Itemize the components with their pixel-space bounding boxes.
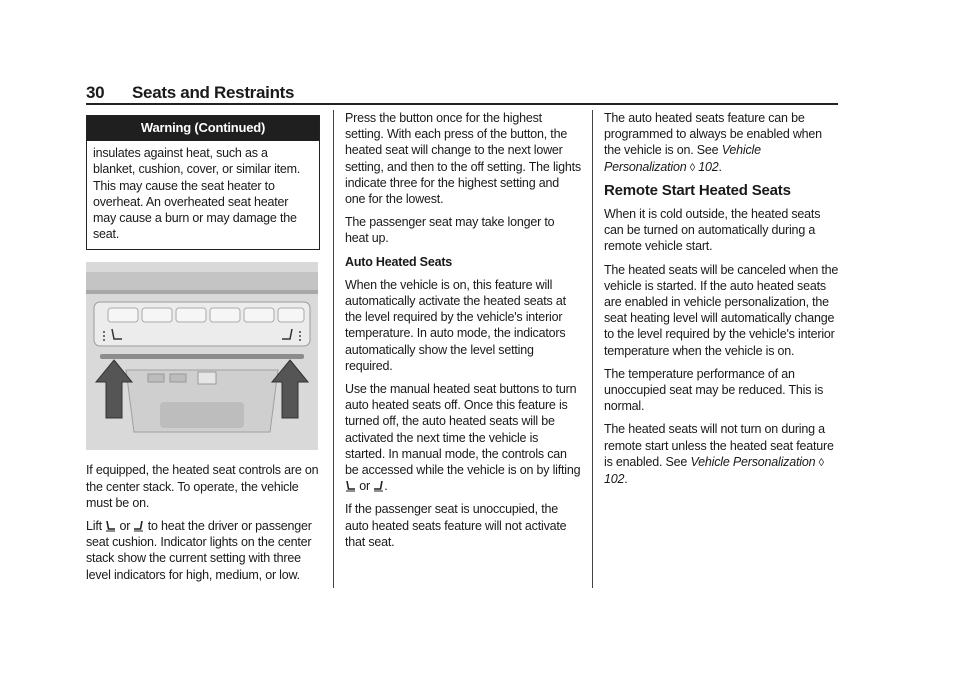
text-span: . <box>624 472 628 487</box>
text-span: or <box>359 479 370 494</box>
column-divider <box>592 110 593 588</box>
cross-reference-link[interactable]: Vehicle Personalization <box>690 454 816 469</box>
section-title: Seats and Restraints <box>132 83 295 102</box>
driver-heated-seat-icon <box>345 480 356 492</box>
text-span: Lift <box>86 519 102 534</box>
text-span: The heated seats will not turn on during a remote start unless the heated seat feature is enabled. See <box>604 422 834 469</box>
text-span: The auto heated seats feature can be programmed to always be enabled when the vehicle is on. See <box>604 111 822 158</box>
subheading-auto-heated-seats: Auto Heated Seats <box>345 254 453 269</box>
driver-heated-seat-icon <box>105 520 116 532</box>
paragraph: When the vehicle is on, this feature will automatically activate the heated seats at the level required by the vehicle's interior temperature. In auto mode, the indicators automatically show the level setting required. <box>345 277 566 373</box>
heated-seat-controls-illustration <box>86 262 318 450</box>
column-divider <box>333 110 334 588</box>
text-span: . <box>718 159 722 174</box>
heated-seat-controls-figure <box>86 262 318 450</box>
page-reference[interactable]: 102 <box>604 472 625 487</box>
page-reference[interactable]: 102 <box>698 159 719 174</box>
text-span: or <box>119 519 131 534</box>
paragraph: The passenger seat may take longer to heat up. <box>345 215 555 246</box>
page-reference-symbol: ◊ <box>818 456 824 469</box>
column-3 <box>604 110 840 494</box>
paragraph: When it is cold outside, the heated seats can be turned on automatically during a remote vehicle start. <box>604 207 821 254</box>
paragraph <box>604 110 840 176</box>
column-1 <box>86 115 322 590</box>
text-span: to heat the driver or passenger seat cushion. Indicator lights on the center stack show the current setting with three level indicators for high, medium, or low. <box>86 519 312 582</box>
paragraph <box>604 421 840 487</box>
page-header <box>86 83 838 105</box>
warning-box <box>86 115 320 250</box>
cross-reference-link[interactable]: Vehicle Personalization <box>604 143 761 174</box>
passenger-heated-seat-icon <box>133 520 144 532</box>
paragraph <box>345 381 581 494</box>
text-span: . <box>384 479 388 494</box>
paragraph: The temperature performance of an unoccupied seat may be reduced. This is normal. <box>604 366 824 414</box>
paragraph: If the passenger seat is unoccupied, the auto heated seats feature will not activate that seat. <box>345 502 567 549</box>
page-reference-symbol: ◊ <box>689 161 695 174</box>
header-rule <box>86 103 838 105</box>
paragraph: If equipped, the heated seat controls are on the center stack. To operate, the vehicle must be on. <box>86 463 319 510</box>
passenger-heated-seat-icon <box>373 480 384 492</box>
paragraph <box>86 518 322 583</box>
paragraph: Press the button once for the highest setting. With each press of the button, the heated seat will change to the next lower setting, and then to the off setting. The lights indicate three for the highest setting and one for the lowest. <box>345 111 581 207</box>
page-number: 30 <box>86 83 105 102</box>
column-2 <box>345 110 581 557</box>
warning-title: Warning (Continued) <box>87 116 319 141</box>
warning-body: insulates against heat, such as a blanket, cushion, cover, or similar item. This may cause the seat heater to overheat. An overheated seat heater may cause a burn or may damage the seat. <box>93 146 301 242</box>
text-span: Use the manual heated seat buttons to turn auto heated seats off. Once this feature is turned off, the auto heated seats will be activated the next time the vehicle is started. In manual mode, the controls can be accessed while the vehicle is on by lifting <box>345 382 581 478</box>
paragraph: The heated seats will be canceled when the vehicle is started. If the auto heated seats are enabled in vehicle personalization, the seat heating level will automatically change to the level required by the vehicle's interior temperature when the vehicle is on. <box>604 262 839 358</box>
heading-remote-start-heated-seats: Remote Start Heated Seats <box>604 181 791 199</box>
